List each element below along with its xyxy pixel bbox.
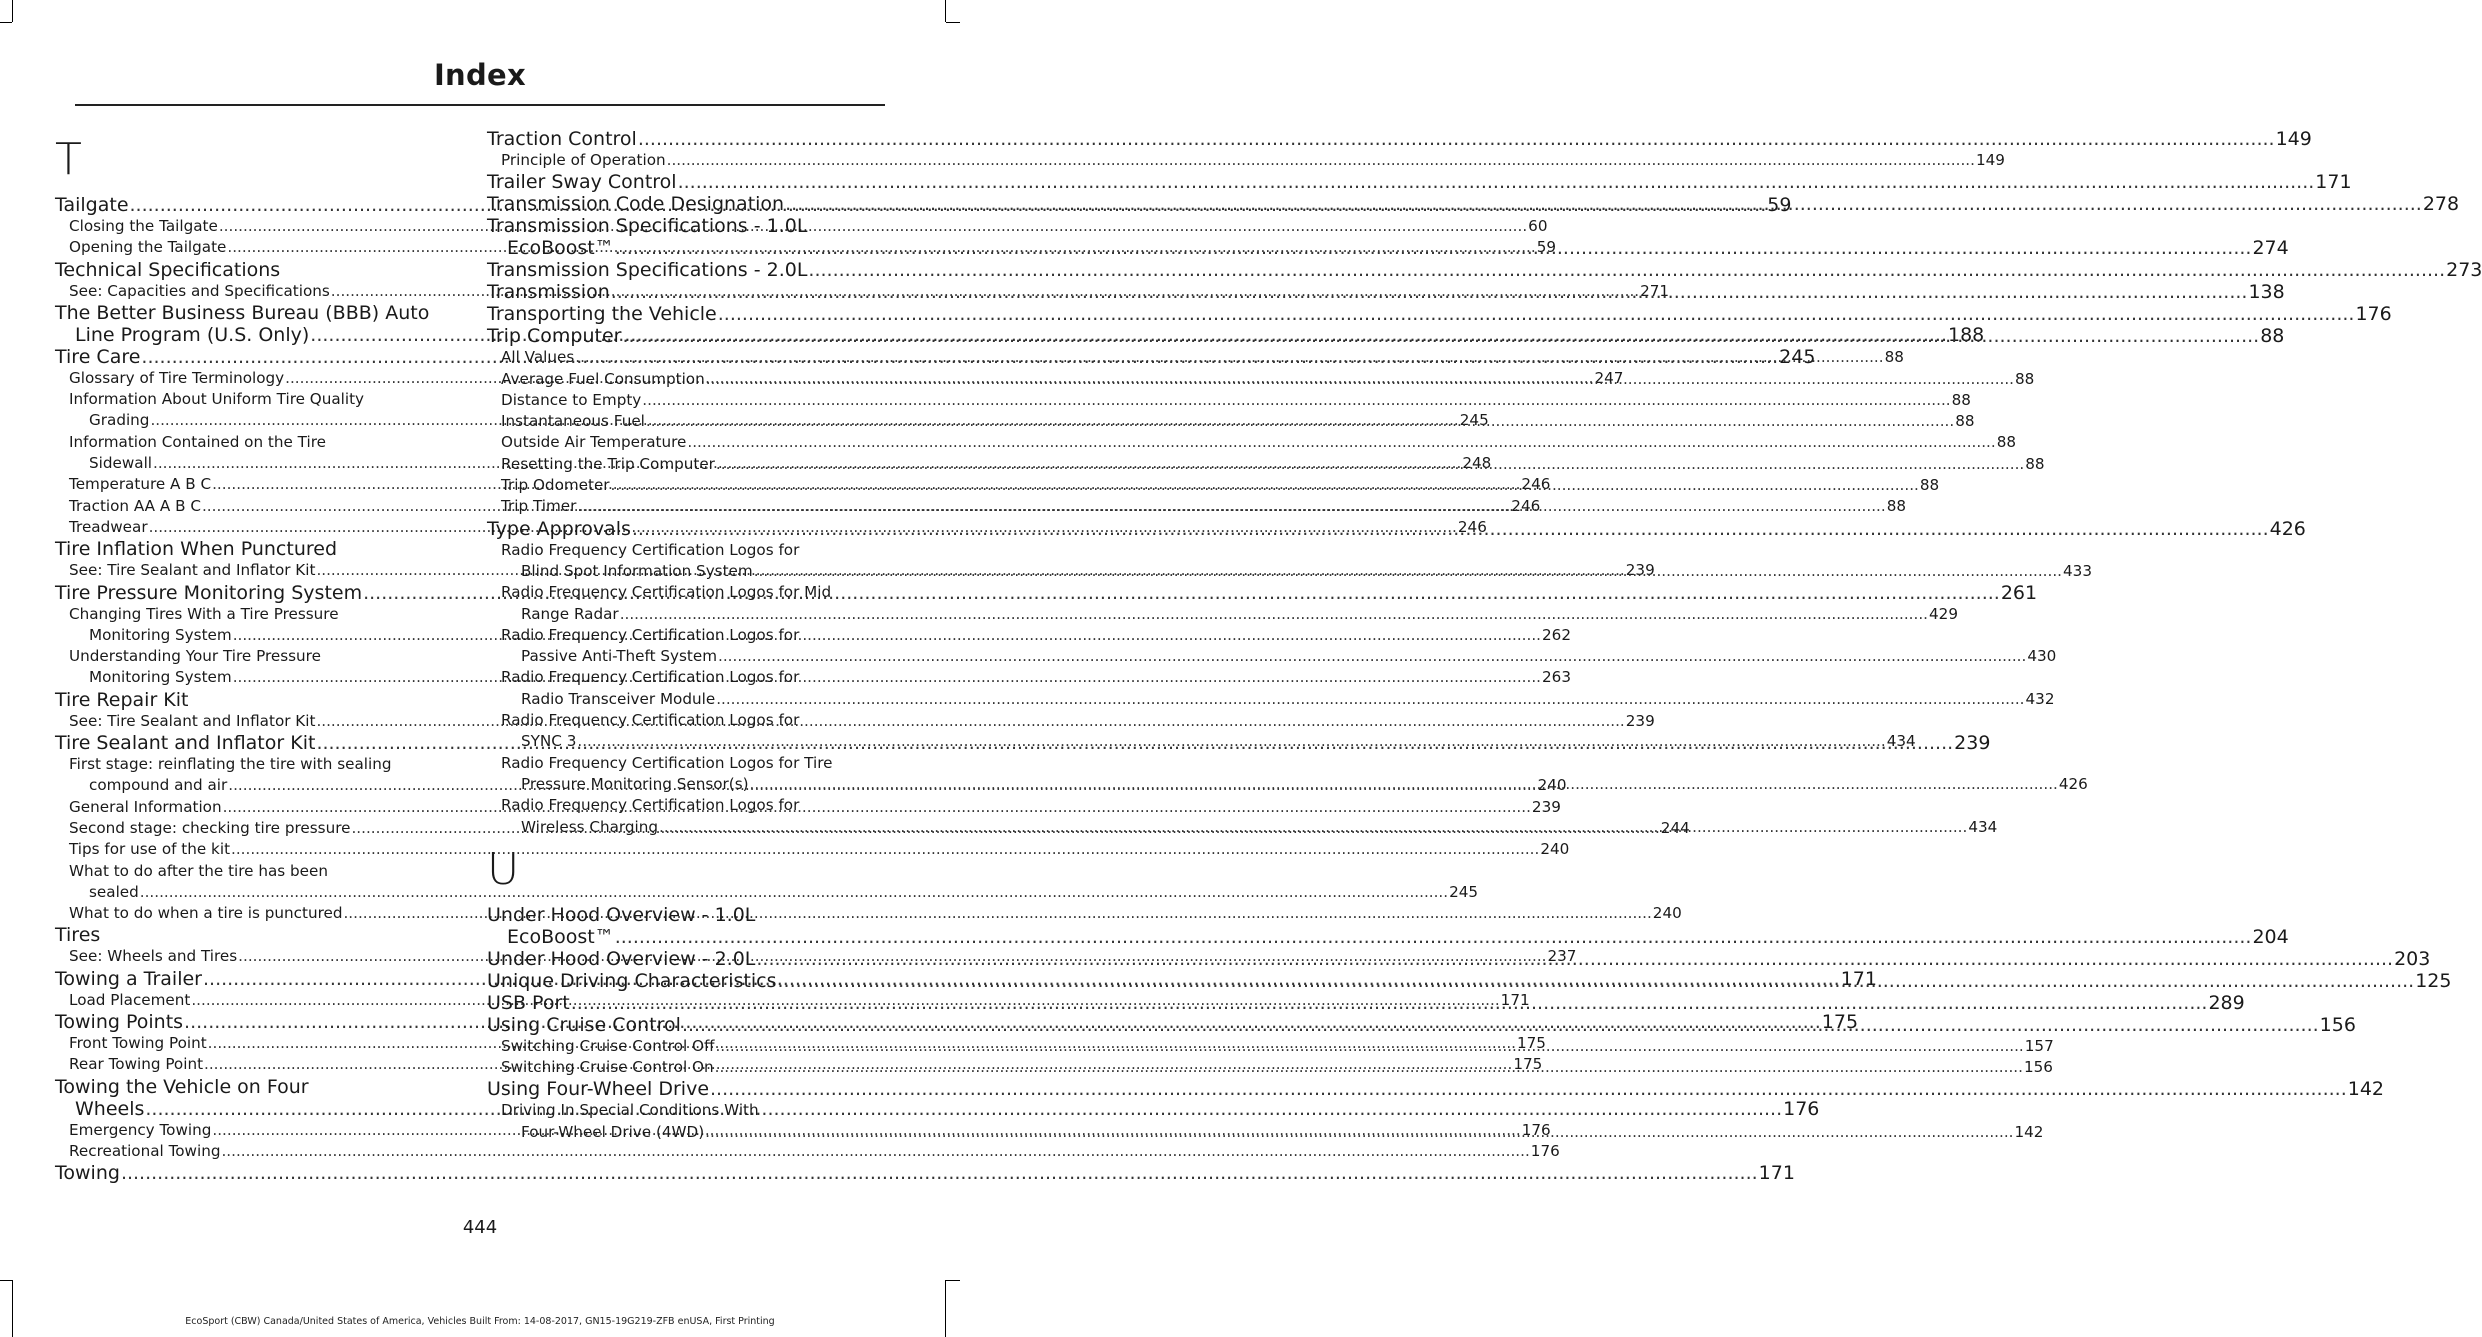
dot-leader [678,171,2315,193]
page-ref[interactable]: 204 [2252,925,2289,948]
page-ref[interactable]: 429 [1929,604,1958,623]
page-ref[interactable]: 246 [1521,475,1551,494]
entry-row [501,689,2055,710]
page-ref[interactable]: 138 [2248,281,2285,304]
page-ref[interactable]: 88 [2015,369,2035,388]
page-number: 444 [462,1217,498,1238]
page-ref[interactable]: 176 [1783,1097,1820,1120]
dot-leader [620,605,1928,623]
dot-leader [710,1078,2347,1100]
page-ref[interactable]: 142 [2347,1078,2384,1101]
page-ref[interactable]: 274 [2252,237,2289,260]
entry-row [501,646,2057,667]
entry-text: See: Wheels and Tires [69,947,238,966]
entry-text-continued: compound and air [89,776,228,795]
entry-row [487,925,2289,948]
page-ref[interactable]: 245 [1779,345,1816,368]
index-subentry[interactable] [55,1141,1560,1162]
entry-row [501,390,1971,411]
page-ref[interactable]: 426 [2058,774,2088,793]
entry-text: USB Port [487,991,570,1014]
page-ref[interactable]: 247 [1594,368,1624,387]
index-entry[interactable] [55,689,445,711]
entry-text: Radio Frequency Certification Logos for [501,796,800,815]
page-ref[interactable]: 240 [1540,840,1570,859]
entry-text: Closing the Tailgate [69,217,218,235]
dot-leader [611,475,1919,496]
entry-row [487,259,2482,282]
index-subentry[interactable] [487,390,1971,411]
entry-text: Traction Control [487,128,637,150]
entry-text: Under Hood Overview - 1.0L [487,903,756,926]
entry-text: Transmission Specifications - 1.0L [487,215,808,238]
dot-leader [577,732,1885,750]
entry-text: Tires [55,924,101,947]
crop-mark [946,22,960,23]
entry-text: All Values [501,348,575,367]
page-title: Index [433,58,527,92]
dot-leader [718,303,2355,325]
page-ref[interactable]: 88 [1884,348,1904,367]
dot-leader [632,518,2269,540]
page-ref[interactable]: 59 [1536,238,1557,257]
dot-leader [642,390,1950,411]
page-ref[interactable]: 434 [1968,817,1998,836]
entry-text-continued: Pressure Monitoring Sensor(s) [521,774,749,793]
entry-text: Traction AA A B C [69,496,201,515]
entry-text-continued: Wheels [75,1097,145,1120]
entry-text: Tire Inflation When Punctured [55,538,338,561]
dot-leader [687,432,1995,453]
page-ref[interactable]: 246 [1511,496,1541,515]
dot-leader [659,818,1967,836]
entry-text: Temperature A B C [69,475,212,494]
index-subentry[interactable] [487,150,2005,171]
page-ref[interactable]: 239 [1625,561,1655,580]
index-entry[interactable] [487,259,2482,282]
dot-leader [705,1123,2013,1141]
entry-text: Second stage: checking tire pressure [69,818,351,837]
dot-leader [750,775,2058,793]
entry-text: Switching Cruise Control On [501,1058,714,1077]
page-ref[interactable]: 239 [1954,732,1991,755]
entry-row [487,1078,2384,1101]
page-ref[interactable]: 176 [1530,1141,1560,1160]
page-ref[interactable]: 289 [2208,991,2245,1014]
entry-text: Under Hood Overview - 2.0L [487,947,756,970]
entry-text: Unique Driving Characteristics [487,969,777,992]
dot-leader [716,454,2024,475]
dot-leader [615,237,2252,259]
entry-text: Transmission Specifications - 2.0L [487,259,808,282]
page-ref[interactable]: 60 [1528,217,1548,235]
page-ref[interactable]: 175 [1513,1055,1543,1074]
page-ref[interactable]: 263 [1542,668,1571,687]
entry-text: Transmission [487,281,610,304]
entry-text-continued: Monitoring System [89,668,232,687]
dot-leader [754,562,2062,580]
entry-text-continued: sealed [89,882,139,901]
page-ref[interactable]: 88 [1919,476,1940,495]
index-entry[interactable] [487,1078,2384,1101]
page-ref[interactable]: 125 [2415,969,2452,992]
entry-text: Instantaneous Fuel [501,412,645,431]
entry-text-continued: Blind Spot Information System [521,561,753,580]
entry-row [55,1162,1795,1185]
index-entry[interactable] [55,259,445,281]
entry-text: First stage: reinflating the tire with sealing [69,755,392,774]
entry-text: Information About Uniform Tire Quality [69,390,365,409]
page-ref[interactable]: 237 [1547,947,1577,966]
entry-text: Opening the Tailgate [69,238,227,257]
entry-text: Radio Frequency Certification Logos for Tire [501,753,833,772]
entry-row [55,538,445,560]
index-entry[interactable] [487,303,2392,326]
crop-mark [0,1280,12,1281]
dot-leader [145,1098,1782,1120]
dot-leader [121,1162,1758,1184]
page-ref[interactable]: 430 [2027,647,2057,666]
entry-text: Type Approvals [487,517,631,540]
page-ref[interactable]: 176 [2355,303,2392,326]
crop-mark [945,1280,946,1337]
dot-leader [233,626,1541,644]
page-ref[interactable]: 240 [1537,776,1567,795]
entry-text: What to do when a tire is punctured [69,904,343,923]
index-entry[interactable] [55,924,445,946]
dot-leader [575,347,1883,368]
entry-text: Resetting the Trip Computer [501,454,715,473]
dot-leader [718,647,2026,665]
page-ref[interactable]: 88 [2025,454,2045,473]
entry-row [487,171,2352,194]
page-ref[interactable]: 188 [1948,323,1985,346]
entry-text: Trip Odometer [501,476,610,495]
entry-row [501,731,1916,752]
entry-text-continued: Line Program (U.S. Only) [75,323,310,346]
dot-leader [638,128,2275,150]
page-ref[interactable]: 432 [2025,689,2055,708]
entry-text: Towing a Trailer [55,967,202,990]
dot-leader [667,150,1975,171]
footer-text: EcoSport (CBW) Canada/United States of America, Vehicles Built From: 14-08-2017, GN15-19G219-ZFB enUSA, First Printing [185,1316,775,1327]
page-ref[interactable]: 261 [2000,581,2038,604]
entry-text: Tire Repair Kit [55,688,189,711]
page-ref[interactable]: 426 [2269,517,2306,540]
entry-text: Radio Frequency Certification Logos for [501,711,800,730]
entry-text: Tips for use of the kit [69,840,231,859]
entry-text-continued: Sidewall [89,454,153,473]
dot-leader [682,1014,2319,1036]
entry-text: Transmission Code Designation [487,193,785,216]
entry-row [55,259,445,281]
dot-leader [715,1036,2023,1057]
entry-row [487,303,2392,326]
page-ref[interactable]: 156 [2319,1013,2356,1036]
entry-text: Trailer Sway Control [487,171,677,194]
entry-text: Treadwear [69,517,148,536]
entry-text: See: Capacities and Specifications [69,281,330,300]
page-ref[interactable]: 88 [1955,412,1975,431]
entry-text: Average Fuel Consumption [501,369,705,388]
entry-text: Transporting the Vehicle [487,303,717,326]
entry-row [487,128,2312,150]
page-ref[interactable]: 156 [2023,1058,2053,1077]
page-ref[interactable]: 88 [1951,390,1971,409]
dot-leader [706,369,2014,390]
page-ref[interactable]: 142 [2014,1122,2044,1141]
entry-row [69,882,1479,903]
crop-mark [0,22,12,23]
entry-text: Emergency Towing [69,1120,212,1139]
entry-text-continued: Wireless Charging [521,817,659,836]
page-ref[interactable]: 88 [2260,325,2285,348]
entry-text: Front Towing Point [69,1034,207,1053]
page-ref[interactable]: 433 [2063,561,2092,580]
entry-text: General Information [69,797,222,816]
entry-text: Towing Points [55,1011,184,1034]
dot-leader [231,839,1539,860]
entry-text: Towing [55,1162,120,1185]
page-ref[interactable]: 171 [2315,171,2352,194]
page-ref[interactable]: 171 [1500,990,1530,1009]
entry-row [501,432,2017,453]
page-ref[interactable]: 244 [1660,818,1690,837]
page-ref[interactable]: 175 [1516,1034,1546,1053]
entry-row [55,924,445,946]
crop-mark [946,1280,960,1281]
index-entry[interactable] [55,1162,1795,1185]
dot-leader [221,1141,1529,1162]
entry-text: Towing the Vehicle on Four [55,1075,309,1098]
dot-leader [577,496,1885,517]
page-ref[interactable]: 246 [1457,517,1487,536]
entry-text: Outside Air Temperature [501,433,687,452]
page-ref[interactable]: 278 [2422,193,2460,216]
crop-mark [12,0,13,22]
entry-text-continued: EcoBoost™ [507,925,614,948]
entry-text: Radio Frequency Certification Logos for [501,668,800,687]
entry-text: Principle of Operation [501,151,666,169]
entry-text: See: Tire Sealant and Inflator Kit [69,711,316,730]
section-letter: U [487,843,520,895]
entry-row [69,1141,1560,1162]
crop-mark [945,0,946,22]
entry-text: Driving In Special Conditions With [501,1101,759,1120]
dot-leader [571,992,2208,1014]
entry-text: Trip Computer [487,325,622,348]
page-ref[interactable]: 157 [2024,1036,2054,1055]
entry-text: Trip Timer [501,497,577,516]
entry-text-continued: Monitoring System [89,625,232,644]
dot-leader [715,1057,2023,1078]
page-ref[interactable]: 273 [2446,259,2482,282]
page-ref[interactable]: 262 [1542,625,1571,644]
entry-text: Using Four-Wheel Drive [487,1078,710,1101]
entry-text: Switching Cruise Control Off [501,1036,715,1055]
dot-leader [756,948,2393,970]
entry-text-continued: SYNC 3 [521,732,577,751]
entry-text: Tailgate [55,194,129,216]
page-ref[interactable]: 245 [1449,882,1479,901]
entry-text: Changing Tires With a Tire Pressure [69,604,339,623]
entry-text-continued: Four-Wheel Drive (4WD) [521,1122,705,1141]
entry-text: Radio Frequency Certification Logos for Mid [501,583,832,602]
entry-text: Tire Sealant and Inflator Kit [55,732,316,755]
entry-text: Glossary of Tire Terminology [69,368,285,387]
dot-leader [233,668,1541,686]
page-ref[interactable]: 88 [1996,433,2017,452]
index-subentry[interactable] [55,839,1570,860]
page-ref[interactable]: 239 [1625,711,1655,730]
page-ref[interactable]: 88 [1886,497,1907,516]
page-ref[interactable]: 434 [1886,732,1916,751]
dot-leader [778,967,2415,992]
entry-text: Tire Pressure Monitoring System [55,581,363,604]
page-ref[interactable]: 176 [1521,1120,1551,1139]
entry-text: Distance to Empty [501,390,642,409]
index-subentry[interactable] [487,582,1958,625]
entry-text: The Better Business Bureau (BBB) Auto [55,301,430,324]
entry-text: Rear Towing Point [69,1055,204,1074]
entry-row [69,839,1570,860]
index-entry[interactable] [55,538,445,560]
index-subentry[interactable] [487,432,2017,453]
dot-leader [646,411,1954,432]
entry-text: What to do after the tire has been [69,861,328,880]
page-ref[interactable]: 171 [1840,967,1877,990]
page-ref[interactable]: 149 [2275,128,2312,150]
entry-text-continued: Grading [89,411,150,430]
index-subentry[interactable] [55,861,1479,904]
page-ref[interactable]: 59 [1767,194,1792,216]
page-ref[interactable]: 239 [1531,797,1561,816]
dot-leader [716,690,2024,708]
page-ref[interactable]: 149 [1975,151,2005,169]
dot-leader [615,926,2252,948]
page-ref[interactable]: 171 [1758,1162,1795,1185]
entry-text: Technical Specifications [55,258,281,281]
entry-text-continued: EcoBoost™ [507,237,614,260]
entry-text: See: Tire Sealant and Inflator Kit [69,561,316,580]
section-letter: T [55,134,82,185]
header-divider [75,104,885,106]
page-ref[interactable]: 271 [1640,281,1670,300]
entry-text-continued: Range Radar [521,604,619,623]
entry-row [55,689,445,711]
entry-text: Tire Care [55,345,141,368]
page-ref[interactable]: 175 [1821,1011,1859,1034]
index-entry[interactable] [487,171,2352,194]
page-ref[interactable]: 248 [1462,454,1492,473]
entry-text-continued: Passive Anti-Theft System [521,647,718,666]
crop-mark [12,1280,13,1337]
entry-text: Load Placement [69,990,191,1009]
entry-text: Information Contained on the Tire [69,432,326,451]
entry-text: Radio Frequency Certification Logos for [501,625,800,644]
dot-leader [808,259,2445,281]
dot-leader [785,193,2422,215]
entry-row [501,604,1958,625]
page-ref[interactable]: 240 [1652,904,1682,923]
entry-row [501,150,2005,171]
dot-leader [611,281,2248,303]
entry-text: Using Cruise Control [487,1013,681,1036]
dot-leader [622,325,2259,347]
page-ref[interactable]: 245 [1459,411,1489,430]
entry-text: Understanding Your Tire Pressure [69,647,321,666]
entry-text-continued: Radio Transceiver Module [521,689,716,708]
entry-text: Radio Frequency Certification Logos for [501,540,800,559]
index-entry[interactable] [487,128,2312,150]
page-ref[interactable]: 203 [2394,947,2431,970]
entry-text: Recreational Towing [69,1141,221,1160]
